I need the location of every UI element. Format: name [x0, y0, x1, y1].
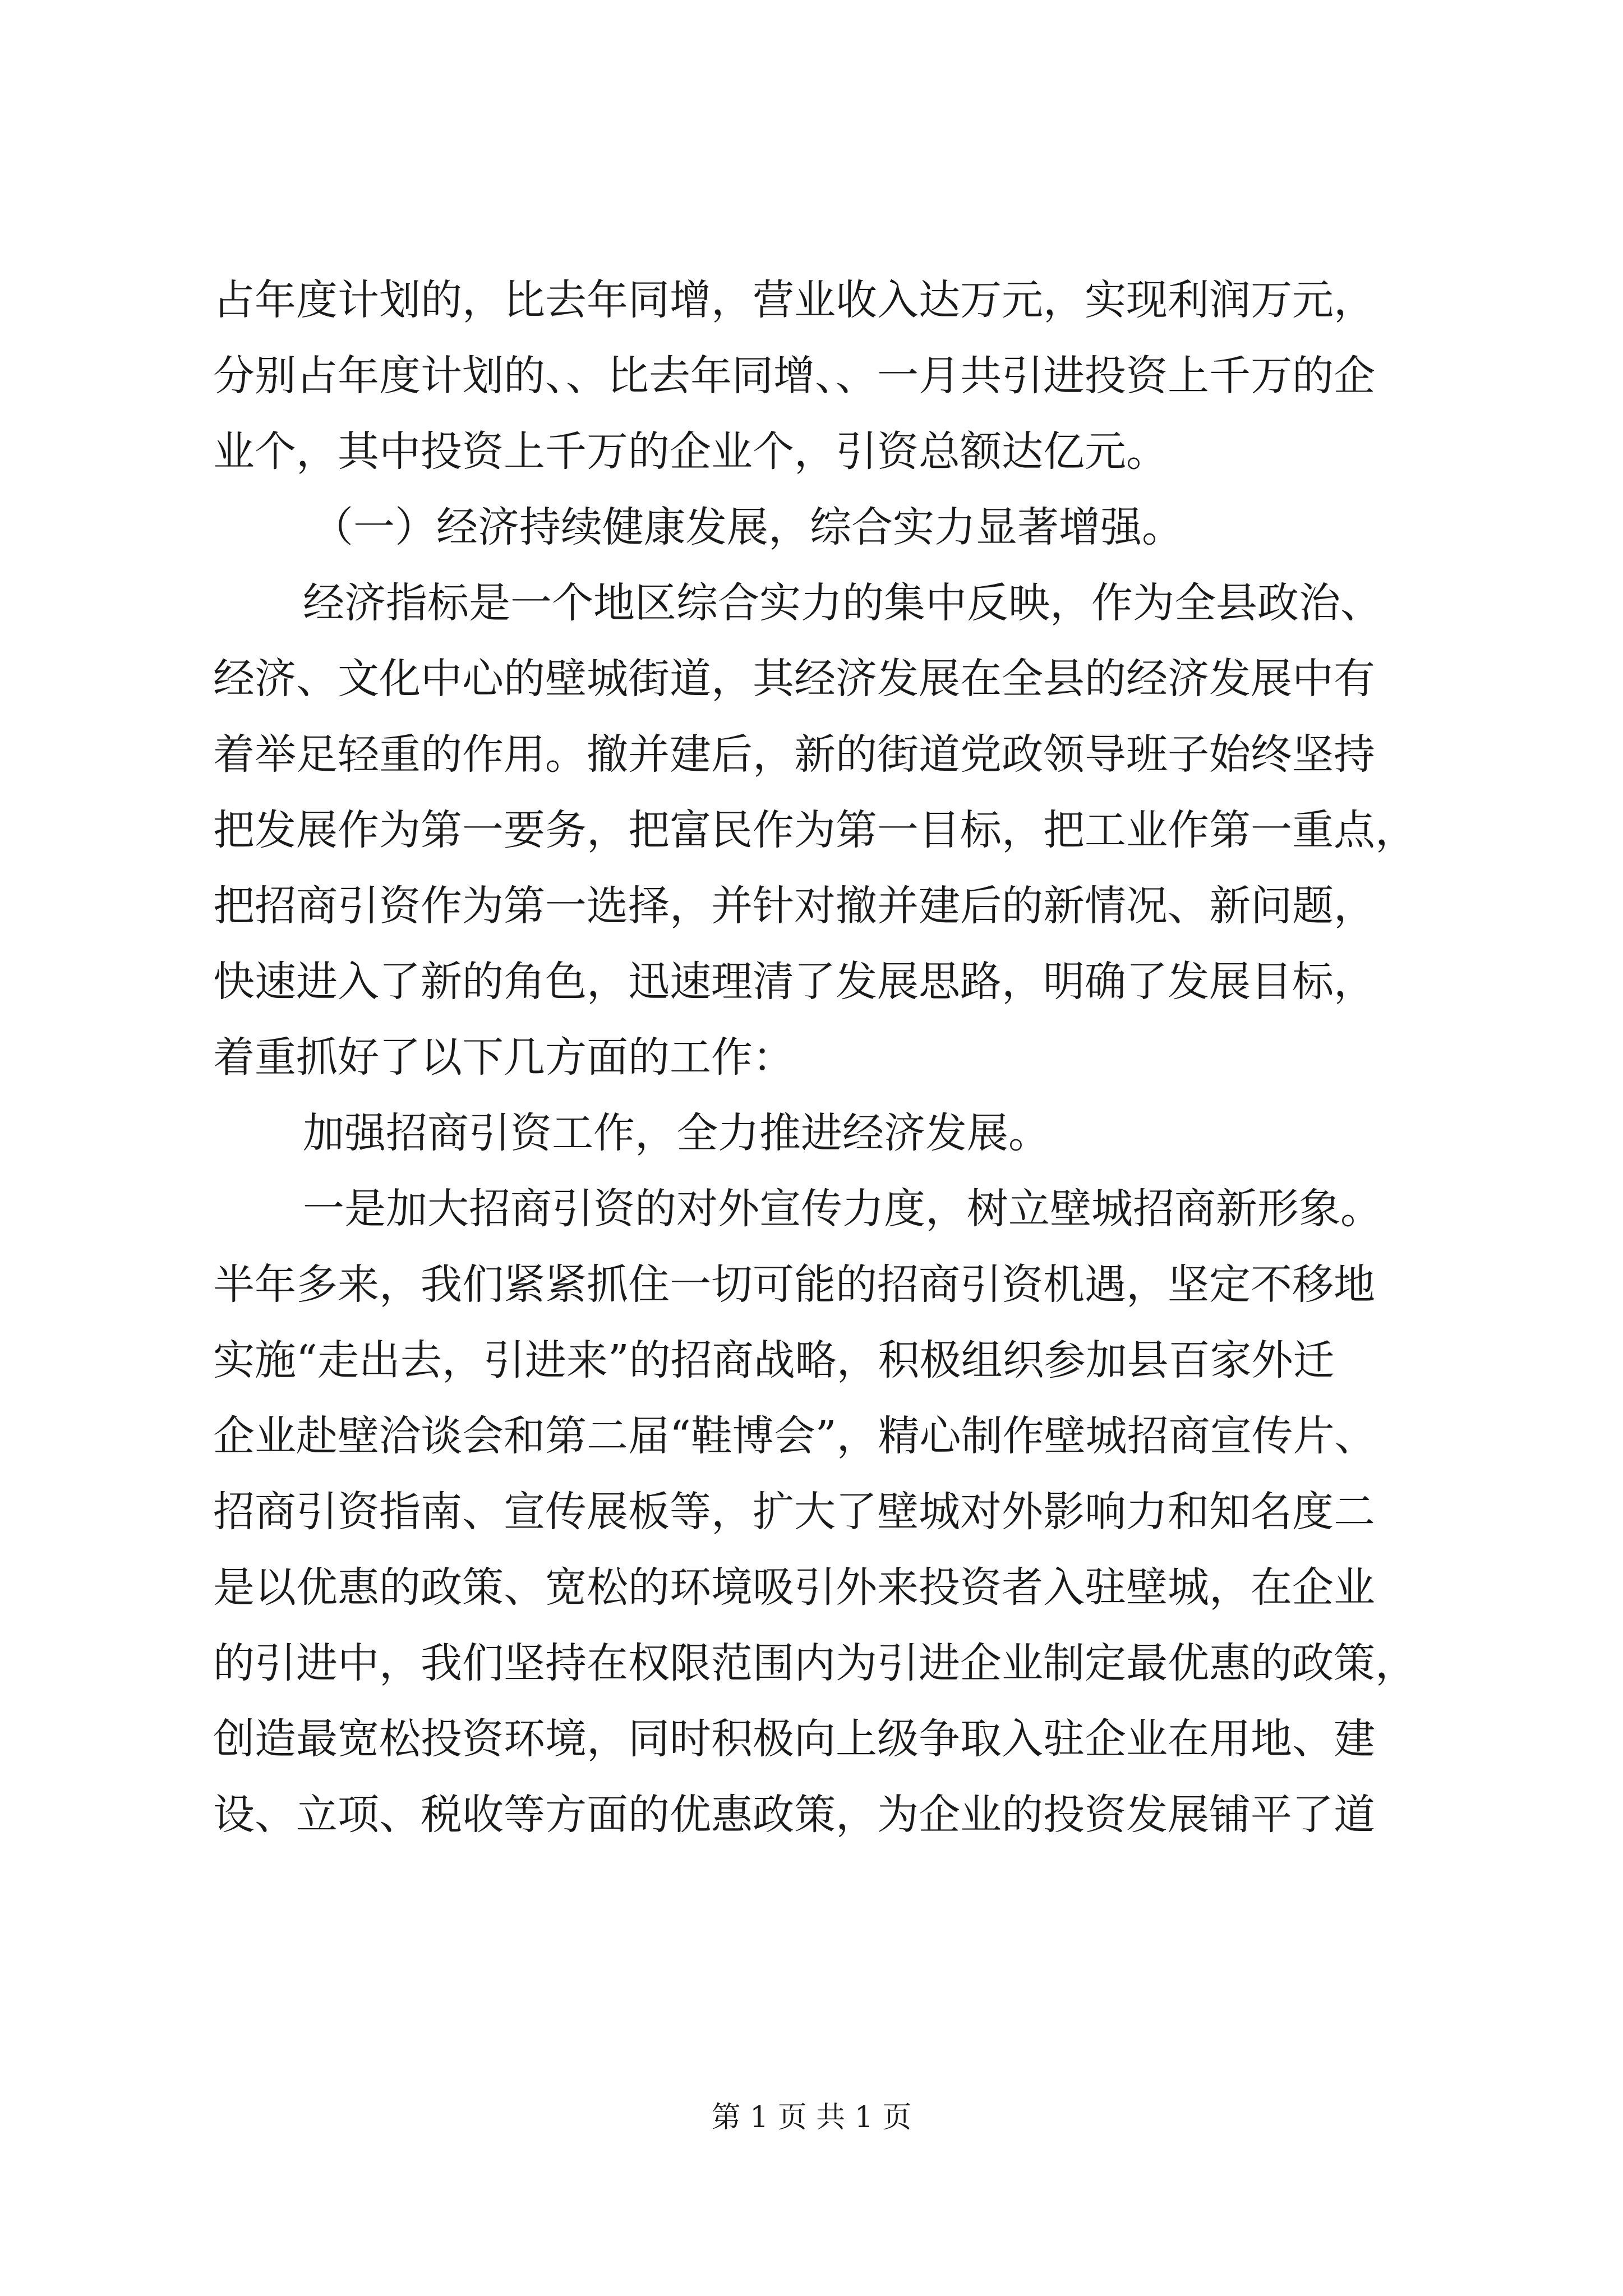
paragraph-first-line: 经济指标是一个地区综合实力的集中反映，作为全县政治、: [303, 579, 1382, 627]
body-text-line: 设、立项、税收等方面的优惠政策，为企业的投资发展铺平了道: [213, 1791, 1375, 1839]
body-text-line: 半年多来，我们紧紧抓住一切可能的招商引资机遇，坚定不移地: [213, 1260, 1375, 1309]
paragraph-first-line: 一是加大招商引资的对外宣传力度，树立壁城招商新形象。: [303, 1185, 1382, 1233]
body-text-line: 把发展作为第一要务，把富民作为第一目标，把工业作第一重点，: [213, 806, 1417, 854]
body-text-line: 的引进中，我们坚持在权限范围内为引进企业制定最优惠的政策，: [213, 1639, 1417, 1687]
body-text-line: 企业赴壁洽谈会和第二届“鞋博会”，精心制作壁城招商宣传片、: [213, 1412, 1376, 1460]
body-text-line: 着举足轻重的作用。撤并建后，新的街道党政领导班子始终坚持: [213, 730, 1375, 779]
body-text-line: 业个，其中投资上千万的企业个，引资总额达亿元。: [213, 427, 1168, 476]
body-text-line: 占年度计划的，比去年同增，营业收入达万元，实现利润万元，: [213, 276, 1375, 324]
body-text-line: 分别占年度计划的、、比去年同增、、一月共引进投资上千万的企: [213, 352, 1375, 400]
sub-heading: 加强招商引资工作，全力推进经济发展。: [303, 1109, 1050, 1157]
body-text-line: 实施“走出去，引进来”的招商战略，积极组织参加县百家外迁: [213, 1336, 1335, 1384]
body-text-line: 着重抓好了以下几方面的工作：: [213, 1033, 794, 1082]
page-footer: 第 1 页 共 1 页: [711, 2101, 912, 2134]
body-text-line: 招商引资指南、宣传展板等，扩大了壁城对外影响力和知名度二: [213, 1488, 1375, 1536]
body-text-line: 快速进入了新的角色，迅速理清了发展思路，明确了发展目标，: [213, 958, 1375, 1006]
body-text-line: 是以优惠的政策、宽松的环境吸引外来投资者入驻壁城，在企业: [213, 1563, 1375, 1612]
body-text-line: 创造最宽松投资环境，同时积极向上级争取入驻企业在用地、建: [213, 1715, 1375, 1763]
body-text-line: 经济、文化中心的壁城街道，其经济发展在全县的经济发展中有: [213, 655, 1375, 703]
body-text-line: 把招商引资作为第一选择，并针对撤并建后的新情况、新问题，: [213, 882, 1375, 930]
section-heading: （一）经济持续健康发展，综合实力显著增强。: [312, 503, 1183, 551]
